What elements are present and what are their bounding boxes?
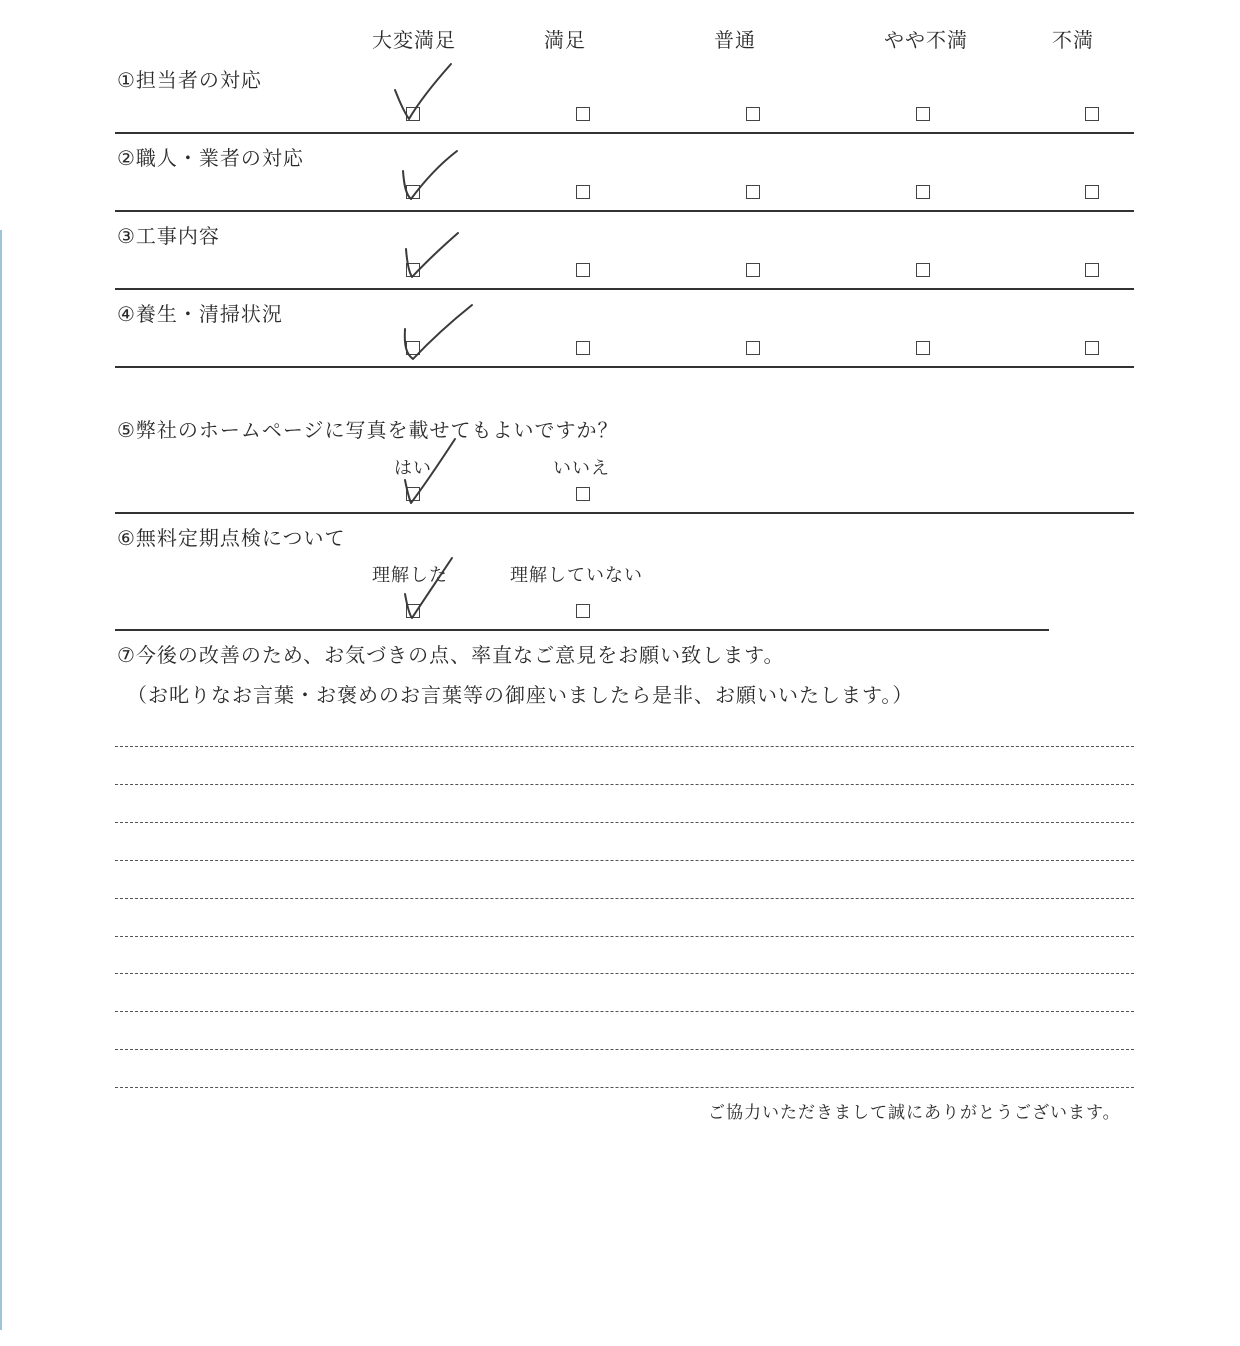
- question-7-sublabel: （お叱りなお言葉・お褒めのお言葉等の御座いましたら是非、お願いいたします。）: [127, 683, 914, 707]
- question-7-label: ⑦今後の改善のため、お気づきの点、率直なご意見をお願い致します。: [117, 643, 785, 667]
- header-dissatisfied: 不満: [1052, 28, 1094, 52]
- q5-option-no-label: いいえ: [553, 458, 610, 479]
- q5-option-yes-label: はい: [394, 458, 432, 479]
- header-very-satisfied: 大変満足: [372, 28, 456, 52]
- check-mark-q5: [405, 439, 455, 503]
- question-5-label: ⑤弊社のホームページに写真を載せてもよいですか？: [117, 418, 619, 442]
- check-mark-q3: [406, 233, 458, 277]
- check-mark-q1: [395, 64, 451, 119]
- header-satisfied: 満足: [544, 28, 586, 52]
- q6-option-not-understood-label: 理解していない: [510, 565, 643, 586]
- question-3-label: ③工事内容: [117, 224, 220, 248]
- header-neutral: 普通: [714, 28, 756, 52]
- thanks-note: ご協力いただきまして誠にありがとうございます。: [708, 1103, 1121, 1123]
- q6-option-understood-label: 理解した: [372, 565, 448, 586]
- check-mark-q4: [405, 305, 472, 359]
- question-1-label: ①担当者の対応: [117, 68, 262, 92]
- header-somewhat-dissatisfied: やや不満: [884, 28, 968, 52]
- check-mark-q2: [403, 151, 457, 199]
- question-2-label: ②職人・業者の対応: [117, 146, 304, 170]
- question-6-label: ⑥無料定期点検について: [117, 526, 346, 550]
- question-4-label: ④養生・清掃状況: [117, 302, 283, 326]
- check-mark-q6: [405, 558, 452, 618]
